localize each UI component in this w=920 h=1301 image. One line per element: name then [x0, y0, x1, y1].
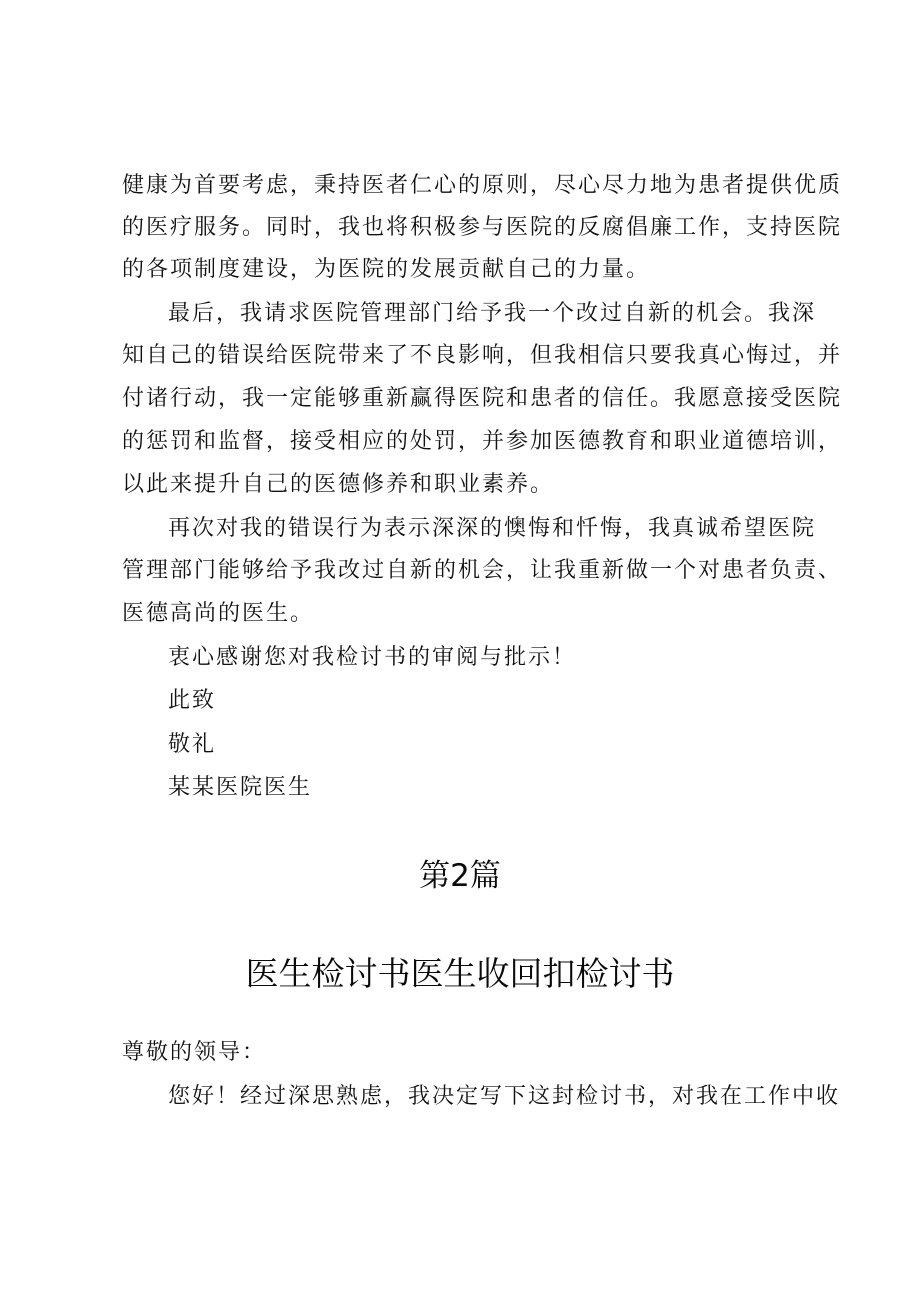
body-text-line: 付诸行动，我一定能够重新赢得医院和患者的信任。我愿意接受医院 [122, 386, 843, 411]
body-text-line: 的各项制度建设，为医院的发展贡献自己的力量。 [122, 257, 651, 282]
closing-jing-li: 敬礼 [168, 732, 217, 757]
body-text-line: 知自己的错误给医院带来了不良影响，但我相信只要我真心悔过，并 [122, 343, 843, 368]
body-text-line: 以此来提升自己的医德修养和职业素养。 [122, 472, 555, 497]
thanks-line: 衷心感谢您对我检讨书的审阅与批示！ [168, 645, 577, 670]
body-text-line: 最后，我请求医院管理部门给予我一个改过自新的机会。我深 [168, 301, 817, 326]
body-text-line: 再次对我的错误行为表示深深的懊悔和忏悔，我真诚希望医院 [168, 516, 817, 541]
body-text-line: 管理部门能够给予我改过自新的机会，让我重新做一个对患者负责、 [122, 558, 843, 583]
body-text-line: 的惩罚和监督，接受相应的处罚，并参加医德教育和职业道德培训， [122, 429, 843, 454]
body-text-line: 健康为首要考虑，秉持医者仁心的原则，尽心尽力地为患者提供优质 [122, 173, 843, 198]
closing-ci-zhi: 此致 [168, 688, 217, 713]
body-text-line: 医德高尚的医生。 [122, 601, 315, 626]
part-label: 第2篇 [419, 858, 501, 894]
salutation: 尊敬的领导： [122, 1040, 267, 1065]
body-text-line: 的医疗服务。同时，我也将积极参与医院的反腐倡廉工作，支持医院 [122, 215, 843, 240]
body-text-line: 您好！经过深思熟虑，我决定写下这封检讨书，对我在工作中收 [168, 1084, 841, 1109]
signature: 某某医院医生 [168, 775, 313, 800]
document-title: 医生检讨书医生收回扣检讨书 [245, 954, 675, 993]
